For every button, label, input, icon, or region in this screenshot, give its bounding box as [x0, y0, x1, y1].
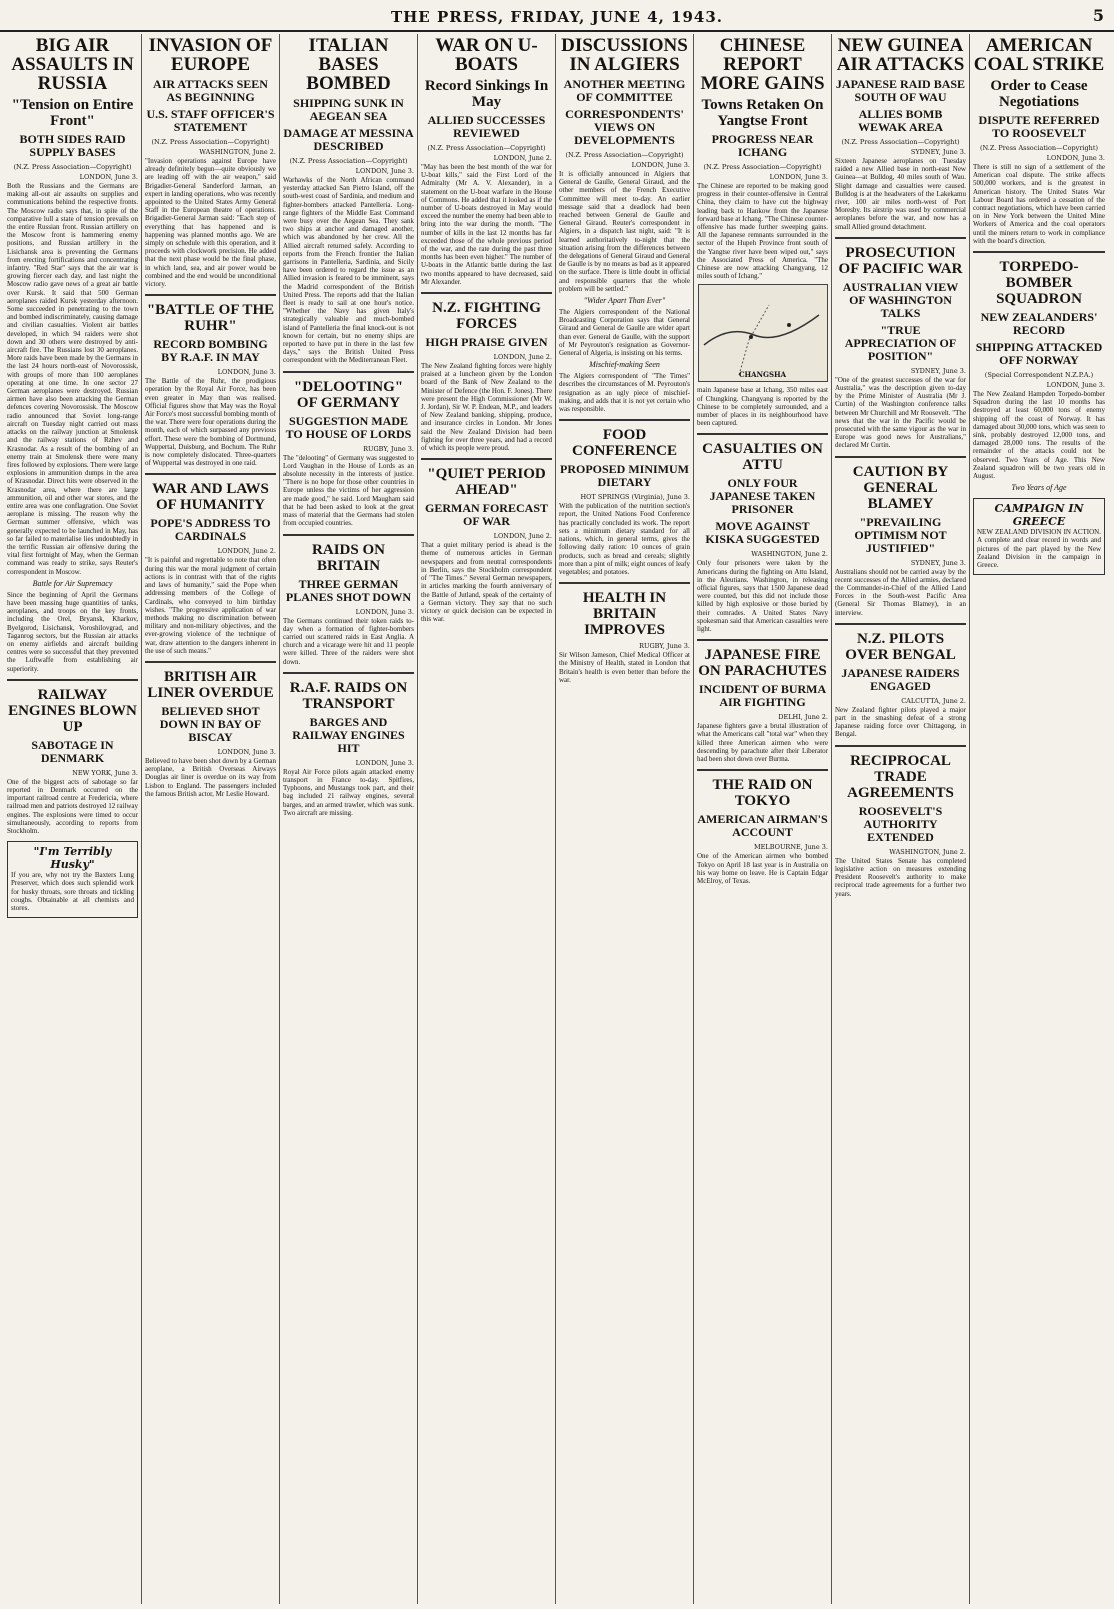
section-heading: GERMAN FORECAST OF WAR [424, 501, 548, 529]
subheadline: "BATTLE OF THE RUHR" [146, 302, 275, 335]
subheadline: JAPANESE FIRE ON PARACHUTES [698, 647, 827, 680]
section-heading: BELIEVED SHOT DOWN IN BAY OF BISCAY [159, 703, 262, 744]
section-heading: PROGRESS NEAR ICHANG [711, 132, 814, 159]
dateline: RUGBY, June 3. [363, 444, 414, 453]
subheadline: THE RAID ON TOKYO [712, 777, 813, 810]
headline: CHINESE REPORT MORE GAINS [700, 35, 825, 94]
dateline: LONDON, June 3. [769, 173, 828, 181]
section-heading: ALLIES BOMB WEWAK AREA [857, 107, 943, 134]
crosshead: Mischief-making Seen [589, 360, 660, 370]
ad-heading: CAMPAIGN IN GREECE [994, 502, 1084, 529]
advertisement [7, 841, 138, 918]
dateline: MELBOURNE, June 3. [754, 843, 828, 852]
subheadline: CAUTION BY GENERAL BLAMEY [852, 463, 949, 512]
section-heading: RECORD BOMBING BY R.A.F. IN MAY [153, 337, 268, 365]
story-body: The Algiers correspondent of "The Times" describes the circumstances of M. Peyrouton's resignation as an ugly piece of mischief-making, and adds that it is not yet certain who was responsible. [559, 372, 690, 414]
section-heading: HIGH PRAISE GIVEN [425, 335, 548, 350]
dateline: LONDON, June 3. [217, 368, 276, 377]
story-body: Both the Russians and the Germans are making all-out air assaults on supplies and communications behind the respective fronts. The Moscow radio says that, in spite of the comparative lull a state of tension prevails on the entire Russian front. Russian artillery on the Moscow front is hammering enemy positions, and Russian artillery in the Lisichansk area is preventing the Germans from erecting fortifications and concentrating infantry. "Red Star" says that the air war is growing fiercer each day, and last night the Moscow radio gave news of a great air battle over Kursk. It said that 500 German aeroplanes raided Kursk yesterday afternoon. Some succeeded in penetrating to the town and bombed indiscriminately, causing damage and civilian casualties. Violent air battles developed, in which 94 raiders were shot down and 30 others were destroyed by anti-aircraft fire. The Russians lost 30 aeroplanes. More raids have been made by the Germans in the last 24 hours north-east of Novorossisk, with groups of more than 100 aeroplanes operating at one time. In one sector 27 German aeroplanes were destroyed. Russian airmen have also been attacking the German defences covering Novorossisk. The Moscow radio announced that Soviet long-range aircraft on Tuesday night carried out mass attacks on the railway junction at Smolensk and the railway stations of Rzhev and Krasnodar. As a result of the bombing of an enemy train at Smolensk there were many fires followed by explosions. There were large explosions in ammunition dumps in the area of Krasnodar. Direct hits were observed in the Krasnodar area, where there are large ammunition, oil and other war stores, and the entire area was one conflagration. One Soviet aeroplane is missing. The reason why the German summer offensive, which was generally expected to be launched in May, has so far failed to materialise lies undoubtedly in the terrific Russian air offensive during the vital first fortnight of May, when the German command was ready to strike, says Reuter's correspondent in Moscow. [7, 182, 138, 576]
section-heading: BARGES AND RAILWAY ENGINES HIT [292, 714, 405, 755]
story-body: One of the American airmen who bombed Tokyo on April 18 last year is in Australia on his way home on leave. He is Captain Edgar McElroy, of Texas. [697, 852, 828, 885]
story-body: The Chinese are reported to be making good progress in their counter-offensive in Central China, they claim to have cut the highway leading back to Hankow from the Japanese forward base at Ichang. "The Chinese counter-offensive has made further sweeping gains. All the Japanese remnants surrounded in the sector of the Hupeh Province front south of the Yangtse river have been wiped out," says the Associated Press of America. "The Chinese are now attacking Changyang, 12 miles south of Ichang." [697, 182, 828, 281]
byline: (N.Z. Press Association—Copyright) [979, 144, 1099, 152]
map-figure [698, 284, 828, 382]
subheadline: R.A.F. RAIDS ON TRANSPORT [289, 679, 408, 712]
story-body: The Germans continued their token raids to-day when a formation of fighter-bombers carried out scattered raids in East Anglia. A church and a vicarage were hit and 11 people were killed. Three of the raiders were shot down. [283, 616, 414, 666]
subheadline: FOOD CONFERENCE [571, 427, 677, 460]
subheadline: N.Z. PILOTS OVER BENGAL [845, 630, 956, 663]
section-heading: DISPUTE REFERRED TO ROOSEVELT [978, 113, 1100, 140]
section-heading: SABOTAGE IN DENMARK [31, 737, 114, 765]
story-body: That a quiet military period is ahead is the theme of numerous articles in German newspapers and from neutral correspondents in Berlin, says the Stockholm correspondent of "The Times." Several German newspapers, in articles marking the fourth anniversary of the Battle of Jutland, speak of the certainty of a German victory. They say that no such victory or quick decision can be expected in this war. [421, 541, 552, 624]
story-body: The Battle of the Ruhr, the prodigious operation by the Royal Air Force, has been even greater in May than was realised. Official figures show that May was the Royal Air Force's most successful bombing month of the war. There were four operations during the month, each of which surpassed any previous effort. These were the bombing of Dortmund, Wuppertal, Duisburg, and Bochum. The Ruhr is now completely dislocated. Three-quarters of Wuppertal was destroyed in one raid. [145, 377, 276, 468]
story-separator [145, 473, 276, 475]
subheadline: RAIDS ON BRITAIN [312, 541, 385, 574]
section-heading: "PREVAILING OPTIMISM NOT JUSTIFIED" [854, 514, 947, 555]
column-6 [694, 34, 832, 1604]
section-heading: AUSTRALIAN VIEW OF WASHINGTON TALKS [842, 279, 959, 320]
subheadline: "QUIET PERIOD AHEAD" [427, 466, 546, 499]
subheadline: N.Z. FIGHTING FORCES [432, 300, 541, 333]
page-number: 5 [1092, 6, 1104, 25]
story-body: main Japanese base at Ichang, 350 miles east of Chungking. Changyang is reported by the Chinese to be completely surrounded, and a number of places in its neighbourhood have been captured. [697, 386, 828, 428]
story-body: Only four prisoners were taken by the Americans during the fighting on Attu Island, in the Aleutians. Washington, in releasing official figures, says that 1500 Japanese dead were counted, but this did not include those killed by high explosive or those buried by their comrades. A United States Navy spokesman said that American casualties were light. [697, 559, 828, 634]
section-heading: ONLY FOUR JAPANESE TAKEN PRISONER [709, 476, 816, 517]
column-3 [280, 34, 418, 1604]
dateline: DELHI, June 2. [778, 713, 828, 722]
subheadline: TORPEDO-BOMBER SQUADRON [996, 259, 1082, 308]
subheadline: PROSECUTION OF PACIFIC WAR [838, 244, 963, 277]
dateline: WASHINGTON, June 2. [889, 847, 966, 856]
story-body: "Invasion operations against Europe have already definitely begun—quite obviously we are leading off with the air weapon," said Brigadier-General Sanderford Jarman, an expert in landing operations, who was recently appointed to the United States Army General Staff in the European theatre of operations. Brigadier-General Jarman said: "Each step of everything that has happened and is happening was planned months ago. We are simply on schedule with this operation, and it proceeds with clockwork precision. He added that the next phase would be the final phase, in which land, sea, and air power would be combined and the end would be unconditional victory. [145, 157, 276, 289]
dateline: NEW YORK, June 3. [72, 768, 138, 777]
story-body: "It is painful and regrettable to note that often during this war the moral judgment of certain actions is in contrast with that of the rights and laws of humanity," said the Pope when addressing members of the College of Cardinals, who conveyed to him birthday wishes. "The progressive application of war methods making no discrimination between military and non-military objectives, and the ever-growing violence of the technique of war, draw attention to the dangers inherent in the use of such means." [145, 556, 276, 655]
headline: BIG AIR ASSAULTS IN RUSSIA [11, 35, 134, 94]
section-heading: BOTH SIDES RAID SUPPLY BASES [19, 132, 126, 159]
dateline: LONDON, June 3. [631, 161, 690, 169]
story-separator [835, 623, 966, 625]
dateline: HOT SPRINGS (Virginia), June 3. [580, 493, 690, 502]
byline: (N.Z. Press Association—Copyright) [289, 157, 408, 165]
section-heading: THREE GERMAN PLANES SHOT DOWN [285, 576, 412, 604]
byline: (N.Z. Press Association—Copyright) [427, 144, 546, 152]
column-8 [970, 34, 1108, 1604]
subheadline: RECIPROCAL TRADE AGREEMENTS [847, 752, 954, 801]
story-body: The United States Senate has completed legislative action on measures extending President Roosevelt's authority to make reciprocal trade agreements for a further two years. [835, 856, 966, 898]
story-separator [145, 294, 276, 296]
ad-text: If you are, why not try the Baxters Lung Preserver, which does such splendid work for husky throats, sore throats and tickling coughs. Obtainable at all chemists and stores. [11, 871, 134, 913]
dateline: WASHINGTON, June 2. [751, 550, 828, 559]
story-body: The New Zealand fighting forces were highly praised at a luncheon given by the London board of the Bank of New Zealand to the Minister of Defence (the Hon. F. Jones). There were present the High Commissioner (Mr W. J. Jordan), Sir W. P. Endean, M.P., and leaders of New Zealand banking, shipping, produce, and insurance circles in London. Mr Jones said the New Zealand Division had been fighting for over three years, and had a record of which its people were proud. [421, 362, 552, 453]
subheadline: Towns Retaken On Yangtse Front [701, 97, 824, 129]
crosshead: "Wider Apart Than Ever" [583, 296, 666, 306]
dateline: LONDON, June 3. [79, 173, 138, 181]
section-heading: ANOTHER MEETING OF COMMITTEE [563, 77, 686, 104]
column-4 [418, 34, 556, 1604]
ad-heading: "I'm Terribly Husky" [33, 845, 112, 872]
column-5 [556, 34, 694, 1604]
story-separator [283, 672, 414, 674]
story-body: New Zealand fighter pilots played a major part in the smashing defeat of a strong Japanese raiding force over Chittagong, in Bengal. [835, 705, 966, 739]
story-body: With the publication of the nutrition section's report, the United Nations Food Conference has practically concluded its work. The report sets a minimum dietary standard for all nations, which, in general terms, gives the following daily ration: 10 ounces of grain products, such as bread and cereals; slightly more than a pint of milk; eight ounces of leafy vegetables; and potatoes. [559, 502, 690, 576]
section-heading: INCIDENT OF BURMA AIR FIGHTING [698, 682, 827, 710]
subheadline: WAR AND LAWS OF HUMANITY [152, 481, 269, 514]
section-heading: DAMAGE AT MESSINA DESCRIBED [283, 126, 414, 153]
story-body: Sir Wilson Jameson, Chief Medical Officer at the Ministry of Health, stated in London that Britain's health is even better than before the war. [559, 651, 690, 684]
story-body: Royal Air Force pilots again attacked enemy transport in France to-day. Spitfires, Typhoons, and Mustangs took part, and their bag included 21 railway engines, several barges, and an armed trawler, which was sunk. Two aircraft are missing. [283, 767, 414, 817]
dateline: SYDNEY, June 3. [910, 366, 966, 375]
byline: (N.Z. Press Association—Copyright) [565, 151, 684, 159]
story-separator [421, 292, 552, 294]
subheadline: Record Sinkings In May [424, 78, 549, 110]
story-separator [559, 419, 690, 421]
byline: (N.Z. Press Association—Copyright) [703, 163, 822, 171]
byline: (Special Correspondent N.Z.P.A.) [984, 371, 1094, 380]
headline: ITALIAN BASES BOMBED [306, 35, 391, 94]
headline: DISCUSSIONS IN ALGIERS [561, 35, 688, 75]
dateline: LONDON, June 3. [355, 607, 414, 616]
story-separator [697, 639, 828, 641]
map-lines [699, 285, 827, 381]
story-body: One of the biggest acts of sabotage so far reported in Denmark occurred on the important railroad centre at Fredericia, where railroad men and patriots destroyed 12 railway engines. The explosions were timed to occur simultaneously, according to reports from Stockholm. [7, 777, 138, 835]
story-separator [835, 237, 966, 239]
section-heading: AIR ATTACKS SEEN AS BEGINNING [153, 77, 268, 104]
subheadline: Order to Cease Negotiations [990, 78, 1088, 110]
story-body: Since the beginning of April the Germans have been massing huge quantities of tanks, aeroplanes, and troops on the key fronts, including the Orel, Bryansk, Kharkov, Byelgorod, Lisichansk, Voroshilovgrad, and Taganrog sectors, but the Russian air attacks on enemy airfields and aircraft building centres were so successful that they prevented the Luftwaffe from establishing air superiority. [7, 590, 138, 673]
map-label: CHANGSHA [738, 370, 787, 380]
story-separator [283, 371, 414, 373]
story-body: Sixteen Japanese aeroplanes on Tuesday raided a new Allied base in north-east New Guinea—at Bulldog, 40 miles south of Wau. Slight damage and casualties were caused. Bulldog is at the headwaters of the Lakekamu river, 100 air miles north-west of Port Moresby. Its airstrip was used by commercial aeroplanes before the war, and now has a small Allied ground detachment. [835, 157, 966, 231]
column-2 [142, 34, 280, 1604]
story-separator [283, 534, 414, 536]
headline: NEW GUINEA AIR ATTACKS [836, 35, 965, 75]
story-separator [145, 661, 276, 663]
story-body: It is officially announced in Algiers that General de Gaulle, General Giraud, and the other members of the French Executive Committee will meet to-day. An earlier message said that a deadlock had been reached between General de Gaulle and General Giraud. Reuter's correspondent in Algiers, in a dispatch last night, said: "It is learned authoritatively to-night that the situation arising from the differences between the delegations of General Giraud and General de Gaulle is by no means as bad as it appeared on the surface. There is little doubt in official and responsible quarters that the whole problem will be settled." [559, 170, 690, 293]
section-heading: SHIPPING ATTACKED OFF NORWAY [975, 340, 1103, 368]
section-heading: MOVE AGAINST KISKA SUGGESTED [705, 519, 820, 547]
story-body: Believed to have been shot down by a German aeroplane, a British Overseas Airways Douglas air liner is overdue on its way from Lisbon to England. The passengers included the famous British actor, Mr Leslie Howard. [145, 756, 276, 798]
dateline: LONDON, June 2. [493, 532, 552, 541]
story-separator [559, 582, 690, 584]
story-body: The Algiers correspondent of the National Broadcasting Corporation says that General Giraud and General de Gaulle are wider apart than ever. General de Gaulle, with the support of Mr Peyrouton's resignation as Governor-General of Algeria, is insisting on his terms. [559, 308, 690, 358]
section-heading: PROPOSED MINIMUM DIETARY [560, 462, 689, 490]
section-heading: U.S. STAFF OFFICER'S STATEMENT [146, 107, 275, 134]
story-separator [835, 745, 966, 747]
dateline: LONDON, June 3. [355, 758, 414, 767]
newspaper-title: THE PRESS, FRIDAY, JUNE 4, 1943. [390, 8, 724, 26]
headline: INVASION OF EUROPE [148, 35, 273, 75]
headline: WAR ON U-BOATS [435, 35, 538, 75]
column-7 [832, 34, 970, 1604]
headline: AMERICAN COAL STRIKE [973, 35, 1105, 75]
subheadline: BRITISH AIR LINER OVERDUE [147, 668, 274, 701]
section-heading: JAPANESE RAID BASE SOUTH OF WAU [835, 77, 966, 104]
crosshead: Battle for Air Supremacy [32, 578, 113, 588]
story-separator [835, 456, 966, 458]
section-heading: POPE'S ADDRESS TO CARDINALS [150, 516, 271, 544]
section-heading: ROOSEVELT'S AUTHORITY EXTENDED [858, 803, 943, 844]
story-separator [697, 769, 828, 771]
story-body: "One of the greatest successes of the war for Australia," was the description given to-day by the Prime Minister of Australia (Mr J. Curtin) of the Washington conference talks between Mr Churchill and Mr Roosevelt. "The news that the war in the Pacific would be prosecuted with the same vigour as the war in Europe was good news for Australians," declared Mr Curtin. [835, 375, 966, 450]
byline: (N.Z. Press Association—Copyright) [841, 138, 960, 146]
section-heading: JAPANESE RAIDERS ENGAGED [841, 665, 960, 693]
dateline: LONDON, June 3. [1046, 154, 1105, 162]
dateline: LONDON, June 3. [217, 747, 276, 756]
subheadline: "Tension on Entire Front" [11, 97, 134, 129]
story-body: "May has been the best month of the war for U-boat kills," said the First Lord of the Admiralty (Mr A. V. Alexander), in a statement on the U-boat warfare in the House of Commons. He added that it looked as if the number of U-boats destroyed in May would exceed the number the enemy had been able to bring into the war during the month. "The number of kills in the last 12 months has far exceeded those of the whole previous period of the war, and the rate during the past three months has been even higher." The number of U-boats in the Atlantic battle during the last two months appeared to have decreased, said Mr Alexander. [421, 163, 552, 286]
column-1 [4, 34, 142, 1604]
dateline: SYDNEY, June 3. [910, 148, 966, 156]
byline: (N.Z. Press Association—Copyright) [13, 163, 132, 171]
section-heading: ALLIED SUCCESSES REVIEWED [427, 113, 546, 140]
section-heading: "TRUE APPRECIATION OF POSITION" [844, 322, 957, 363]
section-heading: SUGGESTION MADE TO HOUSE OF LORDS [285, 413, 412, 441]
story-body: Australians should not be carried away by the recent successes of the Allied armies, declared the Commander-in-Chief of the Allied Land Forces in the South-west Pacific Area (General Sir Thomas Blamey), in an interview. [835, 567, 966, 617]
section-heading: AMERICAN AIRMAN'S ACCOUNT [697, 812, 828, 840]
dateline: CALCUTTA, June 2. [901, 696, 966, 705]
dateline: LONDON, June 2. [493, 154, 552, 162]
section-heading: SHIPPING SUNK IN AEGEAN SEA [293, 96, 404, 123]
dateline: LONDON, June 3. [355, 167, 414, 175]
story-separator [7, 679, 138, 681]
subheadline: HEALTH IN BRITAIN IMPROVES [582, 590, 667, 639]
section-heading: NEW ZEALANDERS' RECORD [980, 310, 1098, 338]
ad-text: NEW ZEALAND DIVISION IN ACTION. A complete and clear record in words and pictures of the part played by the New Zealand Division in the campaign in Greece. [977, 528, 1101, 570]
subheadline: "DELOOTING" OF GERMANY [293, 378, 404, 411]
dateline: SYDNEY, June 3. [910, 558, 966, 567]
dateline: LONDON, June 3. [1046, 381, 1105, 390]
story-body: The "delooting" of Germany was suggested to Lord Vaughan in the House of Lords as an absolute necessity in the interests of justice. "There is no hope for those other countries in Europe unless the victims of her aggression are made good," he said. Lord Maugham said that he had been asked to look at the great mass of material that the Germans had stolen from occupied countries. [283, 453, 414, 528]
story-separator [421, 458, 552, 460]
masthead [0, 0, 1114, 32]
dateline: WASHINGTON, June 2. [199, 148, 276, 156]
section-heading: CORRESPONDENTS' VIEWS ON DEVELOPMENTS [565, 107, 684, 147]
story-body: There is still no sign of a settlement of the American coal dispute. The strike affects 500,000 workers, and is the greatest in American history. The United States War Labour Board has ordered a cessation of the contract negotiations, which have been carried on in New York between the United Mine Workers of America and the coal operators until the miners return to work in compliance with the board's direction. [973, 163, 1105, 245]
story-body: The New Zealand Hampden Torpedo-bomber Squadron during the last 10 months has destroyed at least 60,000 tons of enemy shipping off the coast of Norway. It has damaged about 30,000 tons, which was seen to sink, probably destroyed 12,000 tons, and damaged 28,000 tons. The results of the remainder of the attacks could not be observed. Two Years of Age. This New Zealand squadron will be two years old in August. [973, 390, 1105, 481]
dateline: LONDON, June 2. [493, 353, 552, 362]
story-body: Japanese fighters gave a brutal illustration of what the Americans call "total war" when they killed three American airmen who were descending by parachute after their Liberator had been shot down over Burma. [697, 722, 828, 764]
columns [4, 34, 1110, 1604]
story-separator [697, 433, 828, 435]
story-body: Warhawks of the North African command yesterday attacked San Pietro Island, off the south-west coast of Sardinia, and medium and fighter-bombers attacked Pantelleria. Long-range fighters of the Middle East Command were busy over the Aegean Sea. They sank two ships at anchor and damaged another, which was abandoned by her crew. All the Allied aircraft returned safely. According to reports from the French frontier the Italian garrisons in Pantelleria, Sardinia, and Sicily have been ordered to regard the issue as an Allied invasion is feared to be imminent, says the Madrid correspondent of the British United Press. The reports add that the Italian fleet is ready to sail at one hour's notice. "Whether the Navy has given Italy's strategically valuable and much-bombed island of Pantelleria the final knock-out is not known for certain, but no enemy ships are reported to have put in there in the last few days," says the British United Press correspondent with the Mediterranean Fleet. [283, 176, 414, 365]
byline: (N.Z. Press Association—Copyright) [151, 138, 270, 146]
dateline: LONDON, June 2. [217, 547, 276, 556]
dateline: RUGBY, June 3. [639, 642, 690, 651]
crosshead: Two Years of Age [1011, 483, 1067, 493]
advertisement [973, 498, 1105, 575]
subheadline: CASUALTIES ON ATTU [702, 441, 823, 474]
story-separator [973, 251, 1105, 253]
subheadline: RAILWAY ENGINES BLOWN UP [8, 686, 137, 735]
